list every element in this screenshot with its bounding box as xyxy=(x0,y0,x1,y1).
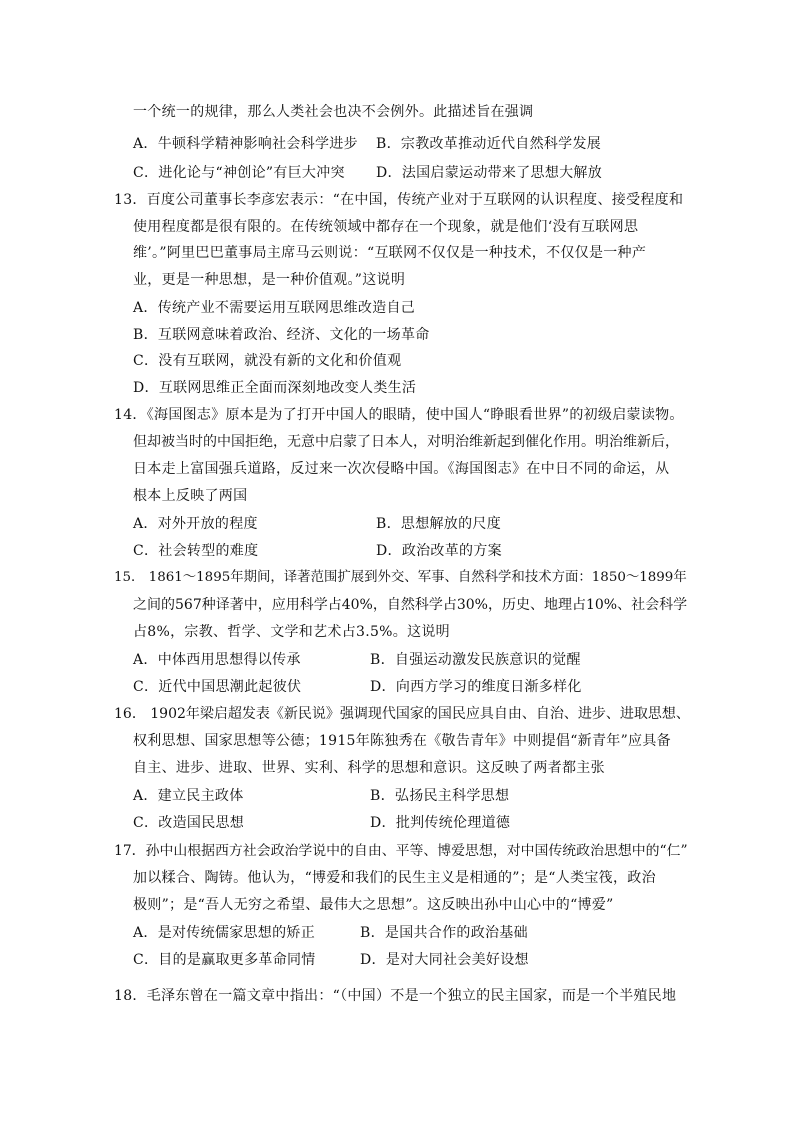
q13-option-d: D．互联网思维正全面而深刻地改变人类生活 xyxy=(133,380,417,396)
q13-line-2: 使用程度都是很有限的。在传统领域中都存在一个现象，就是他们‘没有互联网思 xyxy=(133,219,639,235)
q17-option-d: D．是对大同社会美好设想 xyxy=(360,952,529,968)
q16-option-b: B．弘扬民主科学思想 xyxy=(370,788,510,804)
q16-option-c: C．改造国民思想 xyxy=(133,815,245,831)
q14-line-2: 但却被当时的中国拒绝，无意中启蒙了日本人，对明治维新起到催化作用。明治维新后， xyxy=(133,434,679,450)
q15-line-3: 占8%，宗教、哲学、文学和艺术占3.5%。这说明 xyxy=(133,624,450,640)
q15-line-1: 15． 1861～1895年期间，译著范围扩展到外交、军事、自然科学和技术方面：1850～1899年 xyxy=(114,570,687,585)
q13-option-a: A．传统产业不需要运用互联网思维改造自己 xyxy=(133,300,416,316)
q16-line-3: 自主、进步、进取、世界、实利、科学的思想和意识。这反映了两者都主张 xyxy=(133,760,605,776)
q17-line-2: 加以糅合、陶铸。他认为，“博爱和我们的民生主义是相通的”；是“人类宝筏，政治 xyxy=(133,870,656,886)
q16-line-1: 16． 1902年梁启超发表《新民说》强调现代国家的国民应具自由、自治、进步、进取思想、 xyxy=(114,706,690,722)
q14-line-3: 日本走上富国强兵道路，反过来一次次侵略中国。《海国图志》在中日不同的命运，从 xyxy=(133,461,670,477)
q16-line-2: 权利思想、国家思想等公德；1915年陈独秀在《敬告青年》中则提倡“新青年”应具备 xyxy=(133,733,671,749)
q14-option-a: A．对外开放的程度 xyxy=(133,516,258,532)
q17-line-3: 极则”；是“吾人无穷之希望、最伟大之思想”。这反映出孙中山心中的“博爱” xyxy=(133,897,614,913)
q15-option-c: C．近代中国思潮此起彼伏 xyxy=(133,679,302,695)
q13-line-4: 业，更是一种思想，是一种价值观。”这说明 xyxy=(133,272,406,288)
q15-option-b: B．自强运动激发民族意识的觉醒 xyxy=(370,652,581,668)
intro-line: 一个统一的规律，那么人类社会也决不会例外。此描述旨在强调 xyxy=(133,104,534,120)
intro-option-d: D．法国启蒙运动带来了思想大解放 xyxy=(376,165,603,181)
q15-option-d: D．向西方学习的维度日渐多样化 xyxy=(370,679,582,695)
q18-line-1: 18．毛泽东曾在一篇文章中指出：“（中国）不是一个独立的民主国家，而是一个半殖民地 xyxy=(114,988,677,1004)
q14-line-1: 14．《海国图志》原本是为了打开中国人的眼睛，使中国人“睁眼看世界”的初级启蒙读物。 xyxy=(114,407,684,423)
q13-option-b: B．互联网意味着政治、经济、文化的一场革命 xyxy=(133,327,430,343)
intro-option-b: B．宗教改革推动近代自然科学发展 xyxy=(376,136,602,152)
q14-option-d: D．政治改革的方案 xyxy=(376,543,502,559)
q13-option-c: C．没有互联网，就没有新的文化和价值观 xyxy=(133,353,402,369)
q14-option-b: B．思想解放的尺度 xyxy=(376,516,501,532)
q15-line-2: 之间的567种译著中，应用科学占40%，自然科学占30%，历史、地理占10%、社会科学 xyxy=(133,597,688,613)
q16-option-d: D．批判传统伦理道德 xyxy=(370,815,511,831)
intro-option-a: A．牛顿科学精神影响社会科学进步 xyxy=(133,136,358,152)
q15-option-a: A．中体西用思想得以传承 xyxy=(133,652,301,668)
q17-line-1: 17．孙中山根据西方社会政治学说中的自由、平等、博爱思想，对中国传统政治思想中的“仁” xyxy=(114,843,688,859)
q17-option-b: B．是国共合作的政治基础 xyxy=(360,925,528,941)
q13-line-3: 维’。”阿里巴巴董事局主席马云则说：“互联网不仅仅是一种技术，不仅仅是一种产 xyxy=(133,245,647,261)
q14-option-c: C．社会转型的难度 xyxy=(133,543,259,559)
intro-option-c: C．进化论与“神创论”有巨大冲突 xyxy=(133,165,345,181)
q14-line-4: 根本上反映了两国 xyxy=(133,488,248,504)
q17-option-c: C．目的是赢取更多革命同情 xyxy=(133,952,316,968)
q13-line-1: 13．百度公司董事长李彦宏表示：“在中国，传统产业对于互联网的认识程度、接受程度和 xyxy=(114,192,684,208)
q16-option-a: A．建立民主政体 xyxy=(133,788,244,804)
q17-option-a: A．是对传统儒家思想的矫正 xyxy=(133,925,316,941)
